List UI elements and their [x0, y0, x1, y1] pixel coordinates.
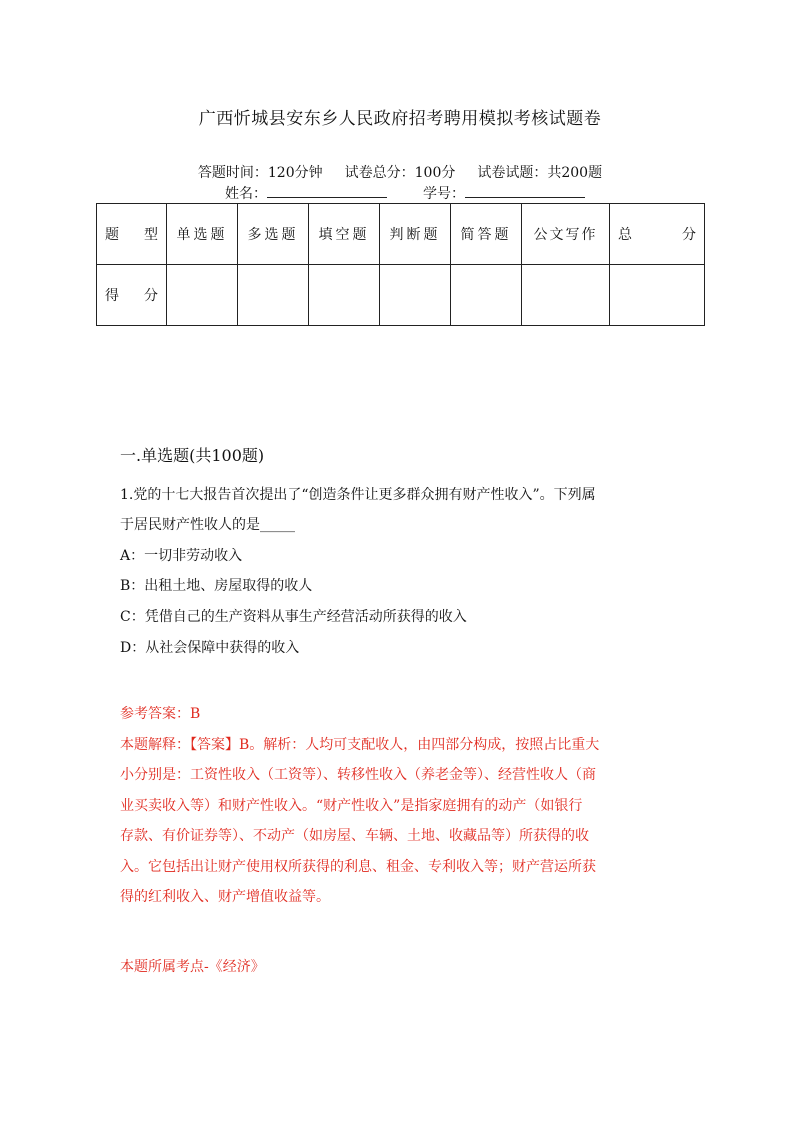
explanation-line-1: 本题解释：【答案】B。解析：人均可支配收人，由四部分构成，按照占比重大 [120, 737, 600, 753]
student-info-line [0, 183, 800, 203]
score-cell[interactable] [309, 265, 380, 326]
header-total: 总 分 [610, 204, 705, 265]
question-type-label: 题 型 [97, 204, 167, 265]
header-short-answer: 简答题 [451, 204, 522, 265]
total-score: 试卷总分：100分 [344, 165, 456, 181]
header-multiple-choice: 多选题 [238, 204, 309, 265]
score-cell[interactable] [522, 265, 610, 326]
option-d: D：从社会保障中获得的收入 [120, 640, 300, 656]
exam-title: 广西忻城县安东乡人民政府招考聘用模拟考核试题卷 [198, 109, 602, 129]
explanation-line-3: 业买卖收入等）和财产性收入。“财产性收入”是指家庭拥有的动产（如银行 [120, 798, 583, 814]
score-cell[interactable] [167, 265, 238, 326]
score-table [96, 203, 705, 326]
exam-meta-line [0, 162, 800, 182]
header-single-choice: 单选题 [167, 204, 238, 265]
student-id-blank[interactable] [465, 185, 585, 198]
name-blank[interactable] [267, 185, 387, 198]
question-stem-line-1: 1.党的十七大报告首次提出了“创造条件让更多群众拥有财产性收入”。下列属 [120, 487, 596, 503]
option-b: B：出租土地、房屋取得的收人 [120, 578, 313, 594]
student-id-label: 学号： [423, 186, 465, 202]
score-cell[interactable] [380, 265, 451, 326]
header-true-false: 判断题 [380, 204, 451, 265]
explanation-line-5: 入。它包括出让财产使用权所获得的利息、租金、专利收入等；财产营运所获 [120, 859, 596, 875]
score-table-header-row [97, 204, 705, 265]
header-fill-blank: 填空题 [309, 204, 380, 265]
section-heading: 一.单选题(共100题) [120, 446, 265, 465]
score-cell[interactable] [238, 265, 309, 326]
explanation-line-2: 小分别是：工资性收入（工资等）、转移性收入（养老金等）、经营性收人（商 [120, 767, 596, 783]
reference-answer: 参考答案：B [120, 706, 201, 722]
option-a: A：一切非劳动收入 [120, 548, 243, 564]
question-stem-line-2: 于居民财产性收人的是_____ [120, 517, 295, 533]
explanation-line-6: 得的红利收入、财产增值收益等。 [120, 889, 330, 905]
score-cell[interactable] [610, 265, 705, 326]
question-count: 试卷试题：共200题 [477, 165, 603, 181]
name-label: 姓名： [225, 186, 267, 202]
score-label: 得 分 [97, 265, 167, 326]
score-table-score-row [97, 265, 705, 326]
option-c: C：凭借自己的生产资料从事生产经营活动所获得的收入 [120, 609, 467, 625]
score-cell[interactable] [451, 265, 522, 326]
answer-time: 答题时间：120分钟 [197, 165, 323, 181]
header-official-writing: 公文写作 [522, 204, 610, 265]
topic-label: 本题所属考点-《经济》 [120, 959, 265, 975]
explanation-line-4: 存款、有价证券等）、不动产（如房屋、车辆、土地、收藏品等）所获得的收 [120, 828, 589, 844]
